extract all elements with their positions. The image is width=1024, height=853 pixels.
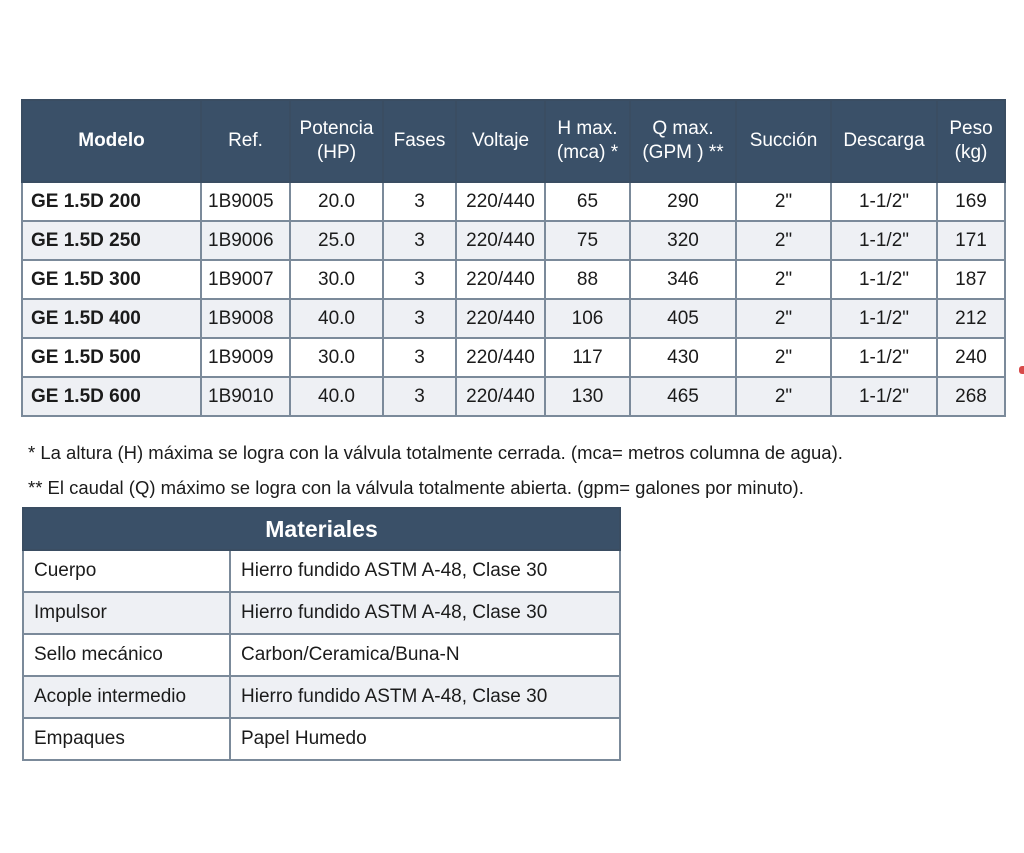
header-line: Ref. [228,130,263,151]
cell-peso: 212 [937,299,1005,338]
material-spec: Hierro fundido ASTM A-48, Clase 30 [230,592,620,634]
header-line: Peso [949,118,993,139]
list-item [23,676,620,718]
edge-marker [1019,366,1024,374]
cell-ref: 1B9005 [201,182,290,221]
materials-table [22,507,621,761]
cell-fases: 3 [383,299,456,338]
material-part: Impulsor [23,592,230,634]
header-fases [383,100,456,182]
material-spec: Papel Humedo [230,718,620,760]
cell-fases: 3 [383,377,456,416]
footnote-caudal: ** El caudal (Q) máximo se logra con la válvula totalmente abierta. (gpm= galones por minuto). [28,477,804,498]
cell-modelo: GE 1.5D 300 [22,260,201,299]
cell-potencia: 25.0 [290,221,383,260]
header-line: (HP) [316,142,357,163]
cell-hmax: 130 [545,377,630,416]
header-line: Fases [393,130,446,151]
header-voltaje [456,100,545,182]
header-line: Q max. [652,118,714,139]
cell-succion: 2" [736,260,831,299]
header-descarga [831,100,937,182]
table-row [22,221,1005,260]
header-qmax [630,100,736,182]
cell-modelo: GE 1.5D 600 [22,377,201,416]
header-line: (GPM ) ** [642,142,724,163]
cell-hmax: 117 [545,338,630,377]
cell-fases: 3 [383,338,456,377]
table-row [22,338,1005,377]
cell-descarga: 1-1/2" [831,182,937,221]
footnote-altura: * La altura (H) máxima se logra con la válvula totalmente cerrada. (mca= metros columna de agua). [28,442,843,463]
cell-voltaje: 220/440 [456,299,545,338]
header-ref [201,100,290,182]
material-part: Cuerpo [23,550,230,592]
cell-succion: 2" [736,221,831,260]
header-line: Succión [749,130,818,151]
cell-hmax: 88 [545,260,630,299]
cell-peso: 240 [937,338,1005,377]
cell-descarga: 1-1/2" [831,338,937,377]
cell-fases: 3 [383,182,456,221]
materials-header-row [23,508,620,550]
list-item [23,634,620,676]
header-line: H max. [557,118,618,139]
cell-potencia: 40.0 [290,377,383,416]
header-line: (kg) [954,142,988,163]
cell-ref: 1B9008 [201,299,290,338]
cell-hmax: 75 [545,221,630,260]
table-row [22,377,1005,416]
cell-succion: 2" [736,338,831,377]
cell-qmax: 405 [630,299,736,338]
material-part: Sello mecánico [23,634,230,676]
list-item [23,718,620,760]
materials-title: Materiales [23,508,620,550]
cell-voltaje: 220/440 [456,377,545,416]
header-line: (mca) * [556,142,619,163]
cell-peso: 171 [937,221,1005,260]
cell-voltaje: 220/440 [456,338,545,377]
cell-descarga: 1-1/2" [831,299,937,338]
table-row [22,260,1005,299]
cell-hmax: 106 [545,299,630,338]
cell-peso: 169 [937,182,1005,221]
header-hmax [545,100,630,182]
table-row [22,182,1005,221]
cell-modelo: GE 1.5D 200 [22,182,201,221]
material-spec: Hierro fundido ASTM A-48, Clase 30 [230,676,620,718]
cell-descarga: 1-1/2" [831,260,937,299]
cell-succion: 2" [736,182,831,221]
cell-ref: 1B9007 [201,260,290,299]
header-line: Voltaje [471,130,530,151]
header-potencia [290,100,383,182]
cell-potencia: 30.0 [290,338,383,377]
cell-hmax: 65 [545,182,630,221]
header-line: Potencia [299,118,374,139]
cell-ref: 1B9006 [201,221,290,260]
header-line: Modelo [78,130,145,151]
cell-peso: 187 [937,260,1005,299]
cell-potencia: 30.0 [290,260,383,299]
cell-succion: 2" [736,377,831,416]
cell-modelo: GE 1.5D 500 [22,338,201,377]
list-item [23,550,620,592]
material-spec: Carbon/Ceramica/Buna-N [230,634,620,676]
cell-ref: 1B9010 [201,377,290,416]
material-part: Acople intermedio [23,676,230,718]
header-succion [736,100,831,182]
cell-succion: 2" [736,299,831,338]
cell-qmax: 320 [630,221,736,260]
cell-fases: 3 [383,260,456,299]
cell-qmax: 290 [630,182,736,221]
material-spec: Hierro fundido ASTM A-48, Clase 30 [230,550,620,592]
material-part: Empaques [23,718,230,760]
spec-header-row [22,100,1005,182]
cell-voltaje: 220/440 [456,182,545,221]
table-row [22,299,1005,338]
cell-qmax: 430 [630,338,736,377]
cell-modelo: GE 1.5D 400 [22,299,201,338]
cell-modelo: GE 1.5D 250 [22,221,201,260]
cell-peso: 268 [937,377,1005,416]
cell-voltaje: 220/440 [456,221,545,260]
cell-qmax: 346 [630,260,736,299]
cell-potencia: 20.0 [290,182,383,221]
list-item [23,592,620,634]
header-line: Descarga [843,130,925,151]
cell-fases: 3 [383,221,456,260]
cell-descarga: 1-1/2" [831,221,937,260]
cell-ref: 1B9009 [201,338,290,377]
header-modelo [22,100,201,182]
cell-potencia: 40.0 [290,299,383,338]
header-peso [937,100,1005,182]
cell-qmax: 465 [630,377,736,416]
cell-descarga: 1-1/2" [831,377,937,416]
cell-voltaje: 220/440 [456,260,545,299]
pump-spec-table [21,99,1006,417]
